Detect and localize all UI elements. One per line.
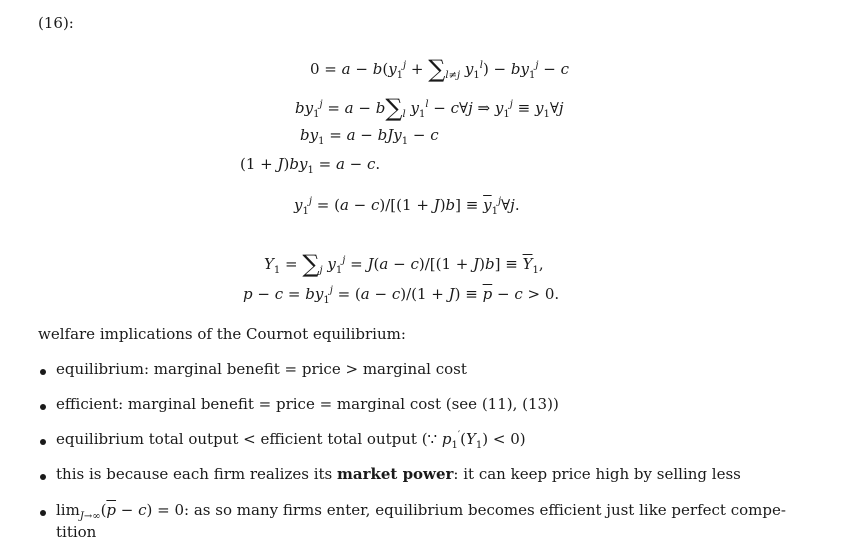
bullet-item-1: equilibrium: marginal benefit = price > marginal cost — [56, 360, 467, 378]
bullet-item-3: equilibrium total output < efficient total output (∵ $p_1'(Y_1) < 0$) — [56, 430, 526, 451]
bullet-item-4-text-b: : it can keep price high by selling less — [453, 465, 741, 483]
bullet-item-4 — [56, 465, 741, 483]
bullet-dot — [40, 369, 46, 375]
bullet-item-5: $\lim_{J\to\infty}(\overline{p} - c) = 0$: as so many firms enter, equilibrium becomes efficient just like perfect compe- — [56, 501, 786, 522]
bullet-item-3-text: equilibrium total output < efficient total output (∵ — [56, 430, 442, 448]
equation-line-6: $Y_1 = \sum_j$ $y_1^j = J(a - c)/[(1 + J)b] \equiv \overline{Y}_1$, — [264, 250, 544, 278]
bullet-item-5-cont: tition — [56, 523, 97, 541]
equation-line-7: $p - c = by_1^j = (a - c)/(1 + J) \equiv \overline{p} - c > 0$. — [243, 285, 560, 306]
bullet-item-5-text: : as so many firms enter, equilibrium becomes efficient just like perfect compe- — [184, 501, 786, 519]
bullet-dot — [40, 404, 46, 410]
equation-line-5: $y_1^j = (a - c)/[(1 + J)b]$ ≡ $\overline{y}_1^j\forall j$. — [294, 196, 520, 217]
equation-label: (16): — [38, 14, 74, 32]
bullet-item-2: efficient: marginal benefit = price = marginal cost (see (11), (13)) — [56, 395, 559, 413]
bullet-item-4-bold: market power — [336, 465, 454, 483]
equation-line-4: $(1 + J)by_1 = a - c$. — [240, 155, 381, 176]
bullet-item-4-text-a: this is because each firm realizes its — [56, 465, 337, 483]
bullet-dot — [40, 474, 46, 480]
equation-line-1: $0 = a - b(y_1^j + \sum_{l\ne j}$ $y_1^l) - by_1^j - c$ — [310, 55, 569, 83]
bullet-item-3-close: ) — [519, 430, 526, 448]
bullet-dot — [40, 510, 46, 516]
equation-line-3: $by_1 = a - bJy_1 - c$ — [300, 126, 439, 147]
bullet-dot — [40, 439, 46, 445]
section-heading: welfare implications of the Cournot equilibrium: — [38, 325, 406, 343]
equation-line-2: $by_1^j = a - b\sum_l$ $y_1^l$ − c∀j ⇒ $y_1^j$ ≡ $y_1\forall j$ — [295, 94, 564, 122]
